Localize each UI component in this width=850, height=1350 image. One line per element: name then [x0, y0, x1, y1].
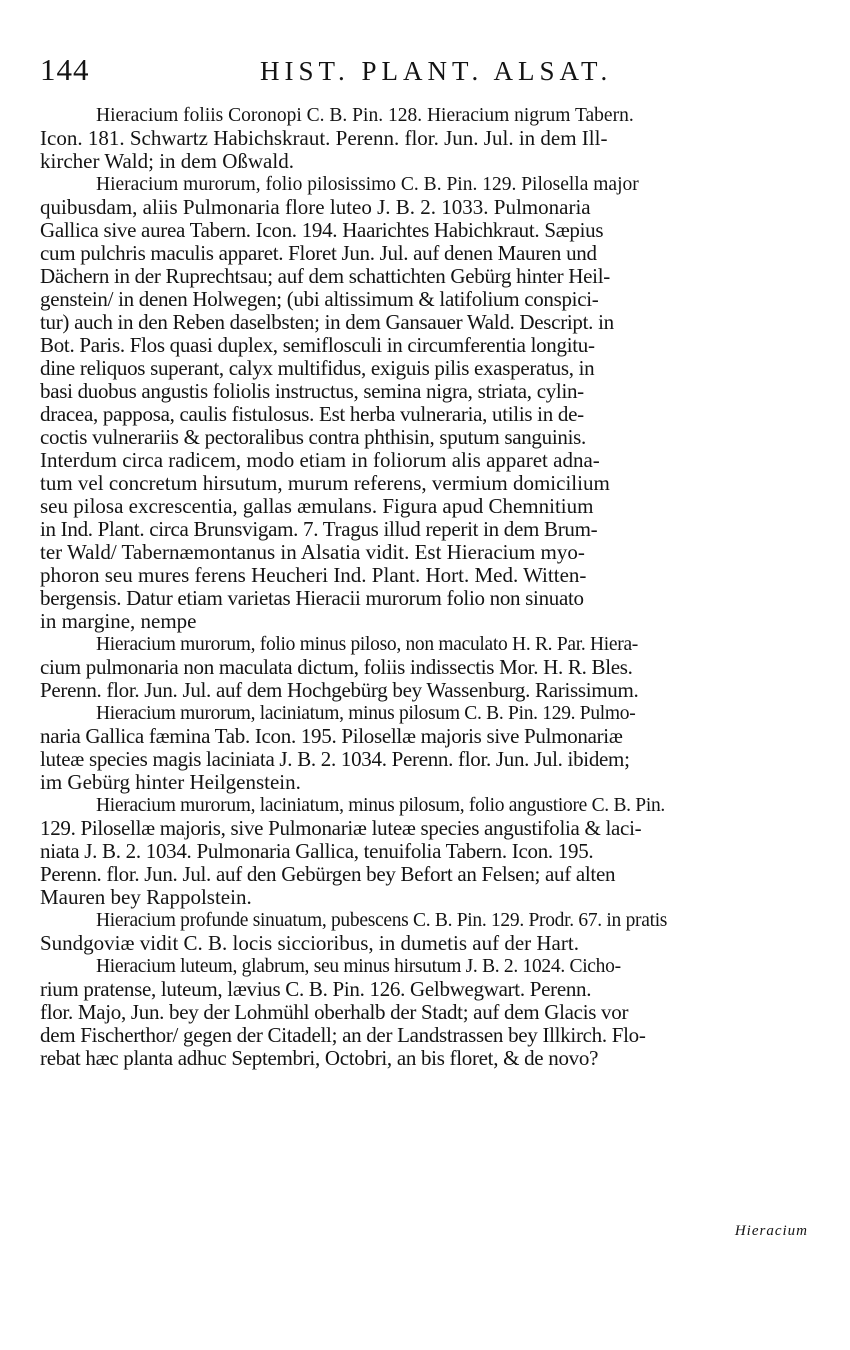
text-line: cium pulmonaria non maculata dictum, foliis indissectis Mor. H. R. Bles.: [40, 656, 633, 679]
catchword: Hieracium: [734, 1223, 808, 1239]
text-line: flor. Majo, Jun. bey der Lohmühl oberhalb der Stadt; auf dem Glacis vor: [40, 1001, 629, 1024]
text-line: quibusdam, aliis Pulmonaria flore luteo J. B. 2. 1033. Pulmonaria: [40, 196, 591, 219]
text-line: tum vel concretum hirsutum, murum referens, vermium domicilium: [40, 472, 610, 495]
text-line: in margine, nempe: [40, 610, 197, 633]
text-line: rium pratense, luteum, lævius C. B. Pin. 126. Gelbwegwart. Perenn.: [40, 978, 592, 1001]
text-line: 129. Pilosellæ majoris, sive Pulmonariæ luteæ species angustifolia & laci-: [40, 817, 642, 840]
text-line: genstein/ in denen Holwegen; (ubi altissimum & latifolium conspici-: [40, 288, 599, 311]
text-line: tur) auch in den Reben daselbsten; in dem Gansauer Wald. Descript. in: [40, 311, 614, 334]
text-line: Hieracium foliis Coronopi C. B. Pin. 128. Hieracium nigrum Tabern.: [96, 105, 634, 126]
page-number: 144: [40, 52, 90, 87]
text-line: naria Gallica fæmina Tab. Icon. 195. Pilosellæ majoris sive Pulmonariæ: [40, 725, 623, 748]
text-line: Mauren bey Rappolstein.: [40, 886, 252, 909]
text-line: Perenn. flor. Jun. Jul. auf dem Hochgebürg bey Wassenburg. Rarissimum.: [40, 679, 639, 702]
text-line: rebat hæc planta adhuc Septembri, Octobri, an bis floret, & de novo?: [40, 1047, 599, 1070]
body-text: [40, 104, 812, 1070]
text-line: kircher Wald; in dem Oßwald.: [40, 150, 294, 173]
text-line: in Ind. Plant. circa Brunsvigam. 7. Tragus illud reperit in dem Brum-: [40, 518, 598, 541]
text-line: Icon. 181. Schwartz Habichskraut. Perenn. flor. Jun. Jul. in dem Ill-: [40, 127, 608, 150]
text-line: dine reliquos superant, calyx multifidus, exiguis pilis exasperatus, in: [40, 357, 595, 380]
text-line: ter Wald/ Tabernæmontanus in Alsatia vidit. Est Hieracium myo-: [40, 541, 585, 564]
text-line: Hieracium murorum, folio minus piloso, non maculato H. R. Par. Hiera-: [96, 634, 638, 655]
text-line: Hieracium luteum, glabrum, seu minus hirsutum J. B. 2. 1024. Cicho-: [96, 956, 621, 977]
text-line: Hieracium murorum, laciniatum, minus pilosum, folio angustiore C. B. Pin.: [96, 795, 665, 816]
text-line: phoron seu mures ferens Heucheri Ind. Plant. Hort. Med. Witten-: [40, 564, 587, 587]
text-line: seu pilosa excrescentia, gallas æmulans. Figura apud Chemnitium: [40, 495, 594, 518]
text-line: Dächern in der Ruprechtsau; auf dem schattichten Gebürg hinter Heil-: [40, 265, 610, 288]
text-line: Sundgoviæ vidit C. B. locis siccioribus, in dumetis auf der Hart.: [40, 932, 579, 955]
text-line: Hieracium profunde sinuatum, pubescens C. B. Pin. 129. Prodr. 67. in pratis: [96, 910, 668, 931]
text-line: dem Fischerthor/ gegen der Citadell; an der Landstrassen bey Illkirch. Flo-: [40, 1024, 646, 1047]
text-line: Perenn. flor. Jun. Jul. auf den Gebürgen bey Befort an Felsen; auf alten: [40, 863, 616, 886]
text-line: dracea, papposa, caulis fistulosus. Est herba vulneraria, utilis in de-: [40, 403, 584, 426]
text-line: luteæ species magis laciniata J. B. 2. 1034. Perenn. flor. Jun. Jul. ibidem;: [40, 748, 630, 771]
running-head: HIST. PLANT. ALSAT.: [260, 56, 613, 86]
page-header: [40, 52, 820, 92]
text-line: Gallica sive aurea Tabern. Icon. 194. Haarichtes Habichkraut. Sæpius: [40, 219, 604, 242]
text-line: Interdum circa radicem, modo etiam in foliorum alis apparet adna-: [40, 449, 600, 472]
text-line: im Gebürg hinter Heilgenstein.: [40, 771, 301, 794]
text-line: Bot. Paris. Flos quasi duplex, semiflosculi in circumferentia longitu-: [40, 334, 595, 357]
text-line: cum pulchris maculis apparet. Floret Jun. Jul. auf denen Mauren und: [40, 242, 597, 265]
text-line: Hieracium murorum, laciniatum, minus pilosum C. B. Pin. 129. Pulmo-: [96, 703, 636, 724]
text-line: coctis vulnerariis & pectoralibus contra phthisin, sputum sanguinis.: [40, 426, 586, 449]
text-line: basi duobus angustis foliolis instructus, semina nigra, striata, cylin-: [40, 380, 584, 403]
text-line: bergensis. Datur etiam varietas Hieracii murorum folio non sinuato: [40, 587, 584, 610]
text-line: niata J. B. 2. 1034. Pulmonaria Gallica, tenuifolia Tabern. Icon. 195.: [40, 840, 594, 863]
text-line: Hieracium murorum, folio pilosissimo C. B. Pin. 129. Pilosella major: [96, 174, 639, 195]
